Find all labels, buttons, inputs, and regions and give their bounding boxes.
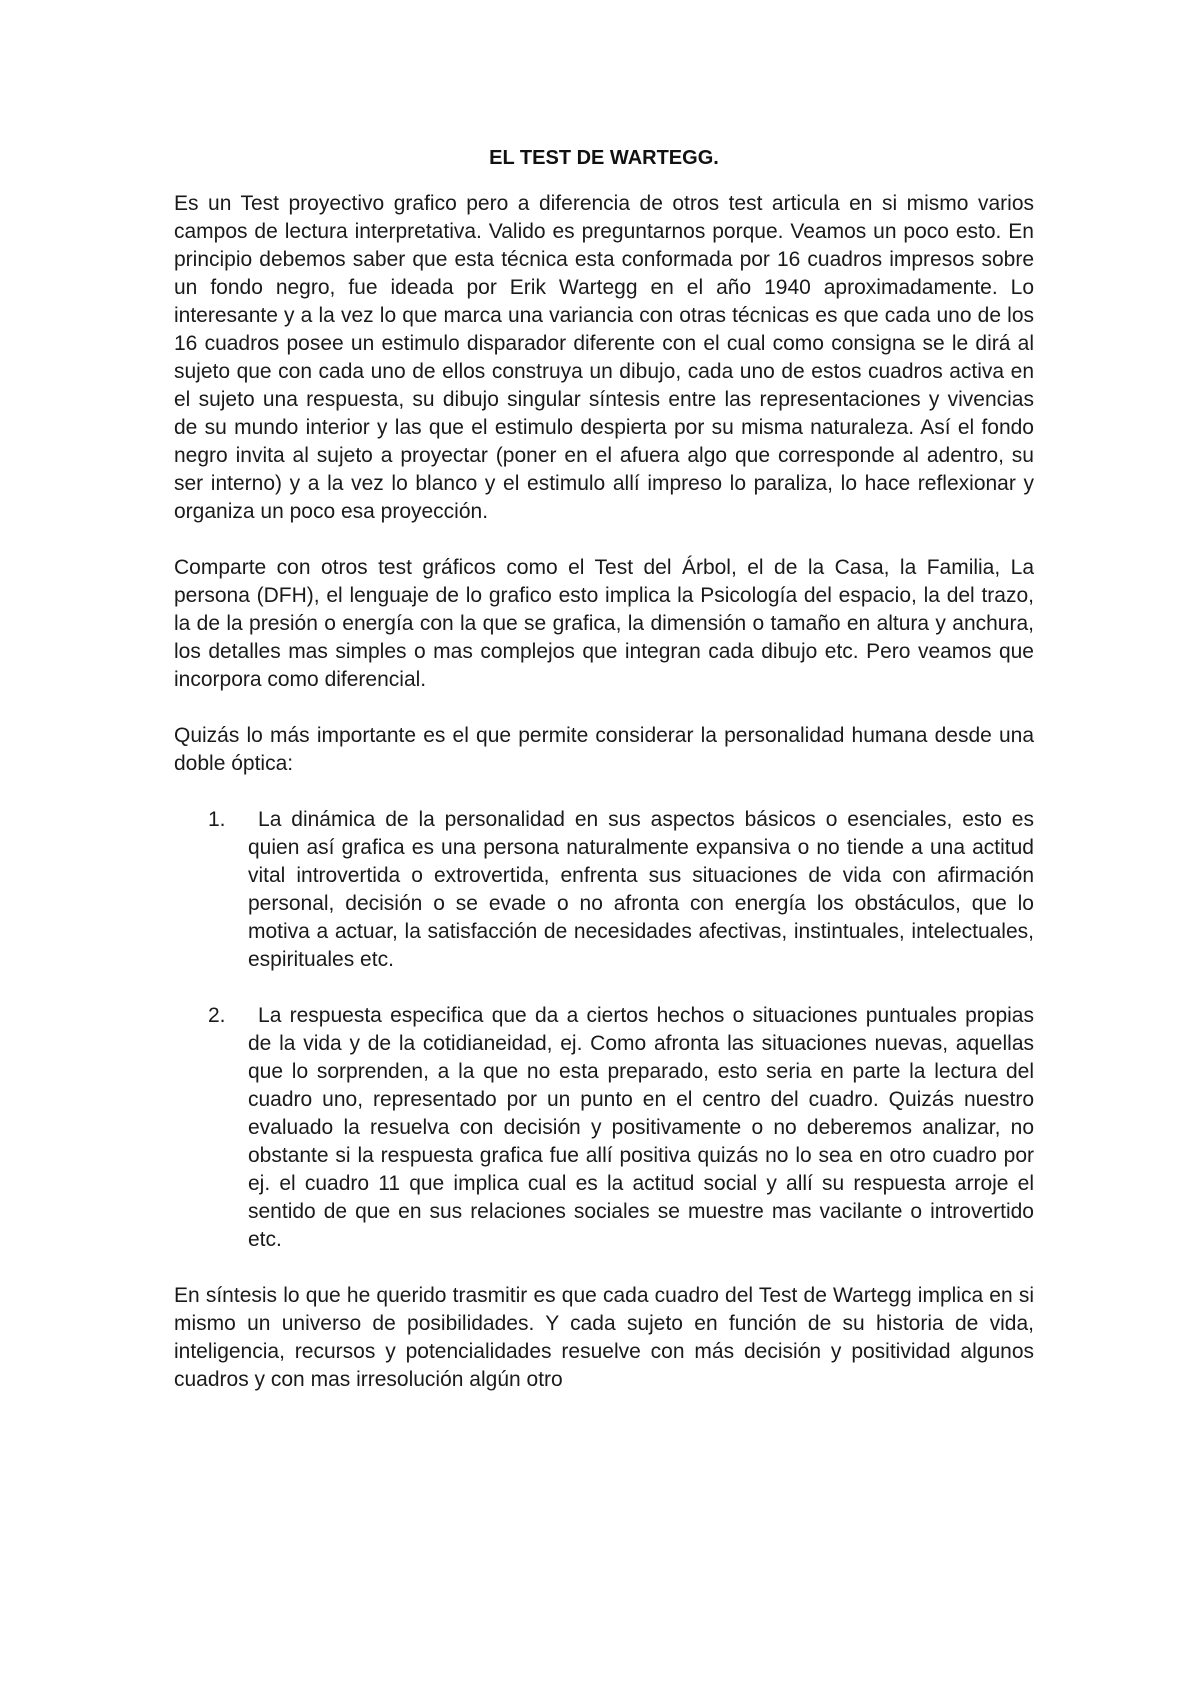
numbered-list (174, 806, 1034, 1254)
list-item-number: 2. (208, 1004, 226, 1027)
paragraph-closing: En síntesis lo que he querido trasmitir es que cada cuadro del Test de Wartegg implica en si mismo un universo de posibilidades. Y cada sujeto en función de su historia de vida, inteligencia, recursos y potencialidades resuelve con más decisión y positividad algunos cuadros y con mas irresolución algún otro (174, 1284, 1034, 1391)
list-item-number: 1. (208, 808, 226, 831)
list-item-text: La respuesta especifica que da a ciertos hechos o situaciones puntuales propias de la vida y de la cotidianeidad, ej. Como afronta las situaciones nuevas, aquellas que lo sorprenden, a la que no esta preparado, esto seria en parte la lectura del cuadro uno, representado por un punto en el centro del cuadro. Quizás nuestro evaluado la resuelva con decisión y positivamente o no deberemos analizar, no obstante si la respuesta grafica fue allí positiva quizás no lo sea en otro cuadro por ej. el cuadro 11 que implica cual es la actitud social y allí su respuesta arroje el sentido de que en sus relaciones sociales se muestre mas vacilante o introvertido etc. (248, 1004, 1034, 1251)
paragraph-double-optics: Quizás lo más importante es el que permite considerar la personalidad humana desde una doble óptica: (174, 724, 1034, 775)
list-item (174, 806, 1034, 974)
list-item (174, 1002, 1034, 1254)
paragraph-comparison: Comparte con otros test gráficos como el Test del Árbol, el de la Casa, la Familia, La persona (DFH), el lenguaje de lo grafico esto implica la Psicología del espacio, la del trazo, la de la presión o energía con la que se grafica, la dimensión o tamaño en altura y anchura, los detalles mas simples o mas complejos que integran cada dibujo etc. Pero veamos que incorpora como diferencial. (174, 556, 1034, 691)
document-body (174, 134, 1034, 1422)
document-title: EL TEST DE WARTEGG. (489, 147, 719, 169)
paragraph-intro: Es un Test proyectivo grafico pero a diferencia de otros test articula en si mismo varios campos de lectura interpretativa. Valido es preguntarnos porque. Veamos un poco esto. En principio debemos saber que esta técnica esta conformada por 16 cuadros impresos sobre un fondo negro, fue ideada por Erik Wartegg en el año 1940 aproximadamente. Lo interesante y a la vez lo que marca una variancia con otras técnicas es que cada uno de los 16 cuadros posee un estimulo disparador diferente con el cual como consigna se le dirá al sujeto que con cada uno de ellos construya un dibujo, cada uno de estos cuadros activa en el sujeto una respuesta, su dibujo singular síntesis entre las representaciones y vivencias de su mundo interior y las que el estimulo despierta por su misma naturaleza. Así el fondo negro invita al sujeto a proyectar (poner en el afuera algo que corresponde al adentro, su ser interno) y a la vez lo blanco y el estimulo allí impreso lo paraliza, lo hace reflexionar y organiza un poco esa proyección. (174, 192, 1034, 523)
list-item-text: La dinámica de la personalidad en sus aspectos básicos o esenciales, esto es quien así grafica es una persona naturalmente expansiva o no tiende a una actitud vital introvertida o extrovertida, enfrenta sus situaciones de vida con afirmación personal, decisión o se evade o no afronta con energía los obstáculos, que lo motiva a actuar, la satisfacción de necesidades afectivas, instintuales, intelectuales, espirituales etc. (248, 808, 1034, 971)
